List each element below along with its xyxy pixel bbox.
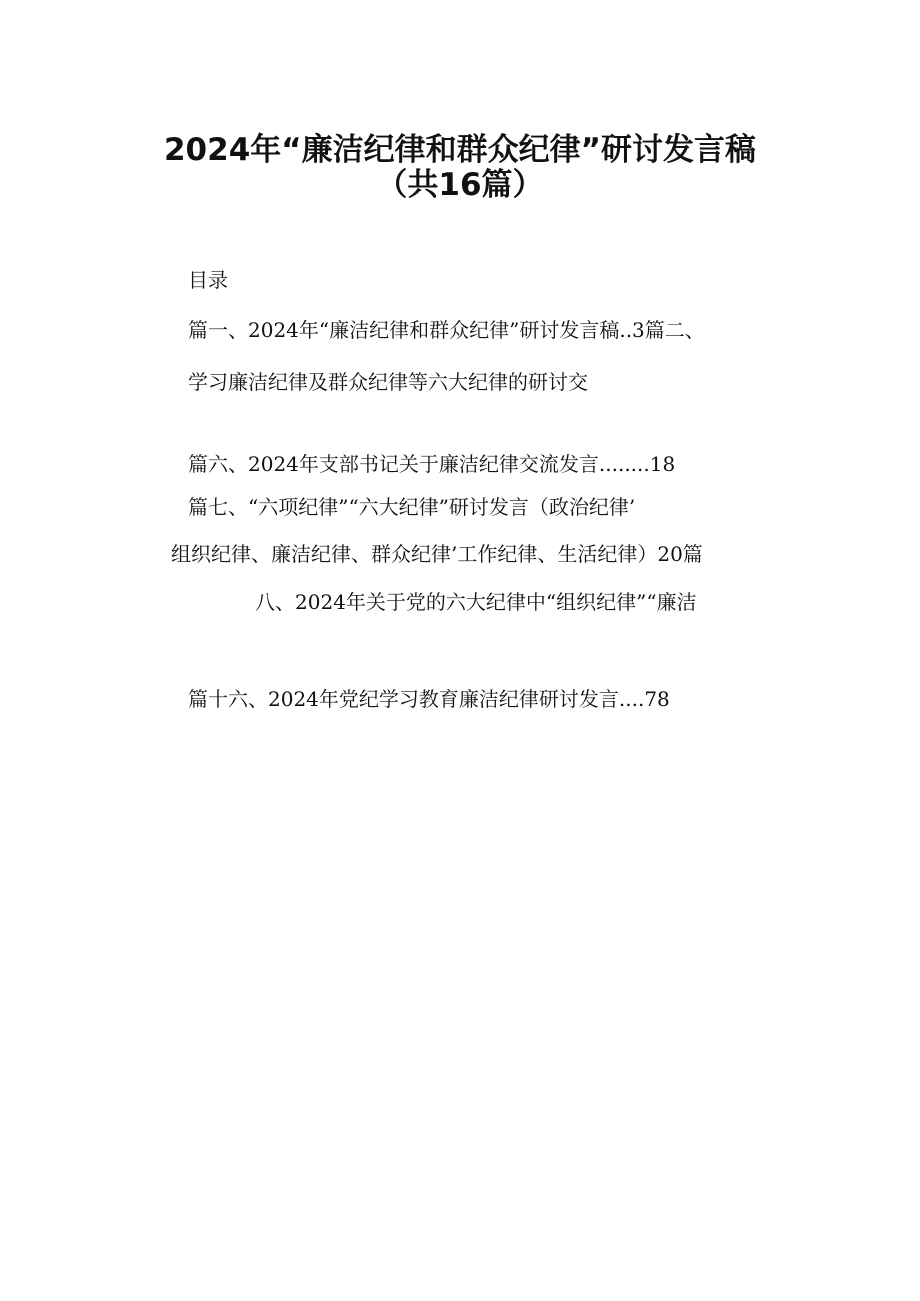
toc-heading: 目录 [188,268,228,292]
toc-line: 组织纪律、廉洁纪律、群众纪律’工作纪律、生活纪律）20篇 [171,542,703,566]
toc-line: 篇十六、2024年党纪学习教育廉洁纪律研讨发言....78 [188,687,670,711]
toc-line: 篇一、2024年“廉洁纪律和群众纪律”研讨发言稿..3篇二、 [188,318,705,342]
toc-line: 学习廉洁纪律及群众纪律等六大纪律的研讨交 [188,370,588,394]
toc-line: 篇六、2024年支部书记关于廉洁纪律交流发言........18 [188,452,676,476]
toc-line: 八、2024年关于党的六大纪律中“组织纪律”“廉洁 [255,590,697,614]
document-title: 2024年“廉洁纪律和群众纪律”研讨发言稿 [163,132,757,168]
document-subtitle: （共16篇） [376,167,544,203]
toc-line: 篇七、“六项纪律”“六大纪律”研讨发言（政治纪律’ [188,495,636,519]
